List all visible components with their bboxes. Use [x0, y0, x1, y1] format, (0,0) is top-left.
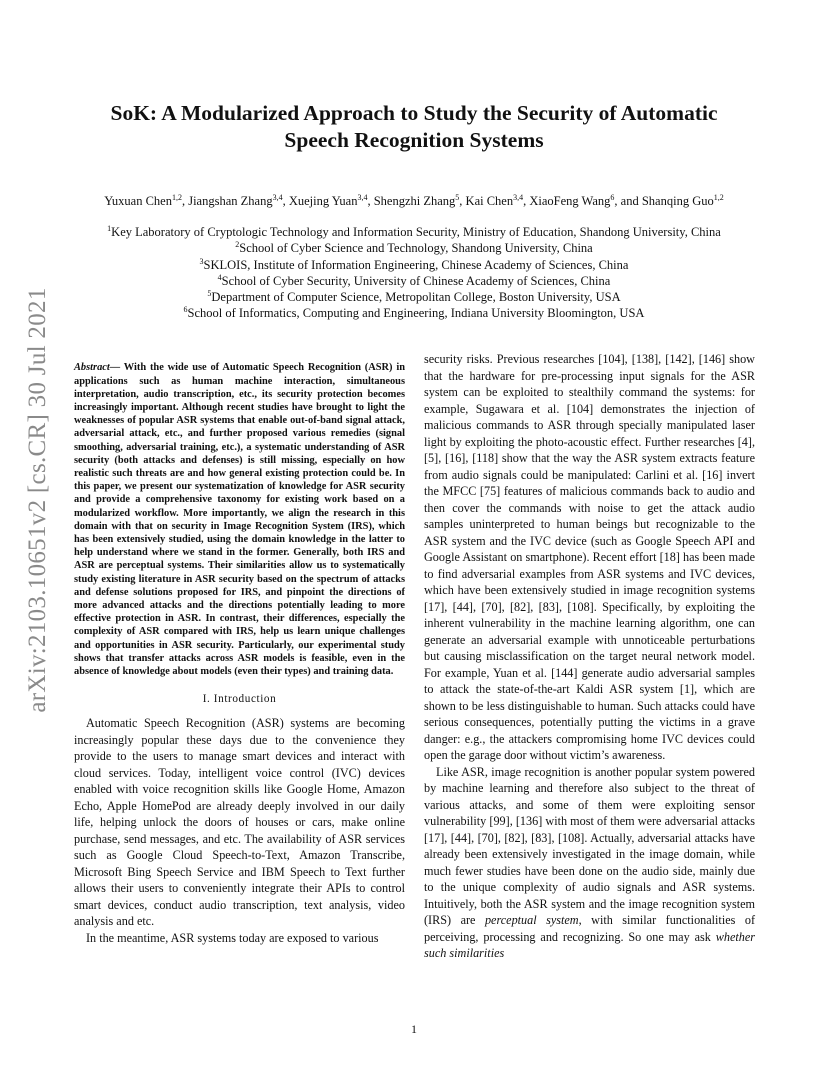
page-number: 1 — [411, 1022, 417, 1036]
intro-paragraph-2: In the meantime, ASR systems today are exposed to various — [86, 930, 379, 945]
arxiv-identifier — [18, 287, 58, 713]
arxiv-identifier-text: arXiv:2103.10651v2 [cs.CR] 30 Jul 2021 — [24, 287, 51, 713]
abstract — [74, 361, 405, 678]
abstract-body: With the wide use of Automatic Speech Recognition (ASR) in applications such as human machine interaction, simultaneous interpretation, audio transcription, etc., its security protection becomes increasingly important. Although recent studies have brought to light the weaknesses of popular ASR systems that enable out-of-band signal attack, adversarial attack, etc., and further proposed various remedies (signal smoothing, adversarial training, etc.), a systematic understanding of ASR security (both attacks and defenses) is still missing, especially on how realistic such threats are and how general existing protection could be. In this paper, we present our systematization of knowledge for ASR security and provide a comprehensive taxonomy for existing work based on a modularized workflow. More importantly, we align the research in this domain with that on security in Image Recognition System (IRS), which has been extensively studied, using the domain knowledge in the latter to help understand where we stand in the former. Generally, both IRS and ASR are perceptual systems. Their similarities allow us to systematically study existing literature in ASR security based on the spectrum of attacks and defense solutions proposed for IRS, and pinpoint the directions of more advanced attacks and the directions potentially leading to more effective protection in ASR. In contrast, their differences, especially the complexity of ASR compared with IRS, help us learn unique challenges and opportunities in ASR security. Particularly, our experimental study shows that transfer attacks across ASR models is feasible, even in the absence of knowledge about models (even their types) and training data. — [74, 362, 405, 678]
emphasis-perceptual-system: perceptual system — [484, 913, 579, 927]
intro-paragraph-1: Automatic Speech Recognition (ASR) systems are becoming increasingly popular these days due to the convenience they provide to the users to manage smart devices and interact with cloud services. Today, intelligent voice control (IVC) devices enabled with voice recognition skills like Google Home, Amazon Echo, Apple HomePod are already deeply involved in our daily life, helping unlock the doors of houses or cars, make online purchase, send messages, and etc. The availability of ASR services such as Google Cloud Speech-to-Text, Amazon Transcribe, Microsoft Bing Speech Service and IBM Speech to Text further allows their users to conveniently integrate their APIs to control smart devices, conduct audio transcription, text analysis, video analysis and etc. — [74, 716, 405, 929]
intro-paragraph-3: security risks. Previous researches [104], [138], [142], [146] show that the hardware for pre-processing input signals for the ASR system can be exploited to stealthily command the systems: for example, Sugawara et al. [104] demonstrates the injection of malicious commands to ASR through specially manipulated laser light by exploiting the photo-acoustic effect. Further researches [4], [5], [16], [118] show that the way the ASR system extracts feature from audio signals could be manipulated: Carlini et al. [16] invert the MFCC [75] features of malicious commands back to audio and then cover the commands with noise to get the attack audio samples uninterpreted to human beings but recognizable to the ASR system and the IVC device (such as Google Speech API and Google Assistant on smartphone). Recent effort [18] has been made to find adversarial examples from ASR systems and IVC devices, which have been extensively studied in image recognition systems [17], [44], [70], [82], [83], [108]. Specifically, by exploiting the inherent vulnerability in the machine learning algorithm, one can generate an adversarial example with unnoticeable perturbations but causing misclassification on the target neural network model. For example, Yuan et al. [144] generate audio adversarial samples to attack the state-of-the-art Kaldi ASR system [1], which are shown to be less distinguishable to human. Such attacks could have serious consequences, potentially putting the victims in a grave danger: e.g., the attackers compromising home IVC devices could open the garage door without victim’s awareness. — [424, 352, 755, 762]
affiliation: $^6$School of Informatics, Computing and Engineering, Indiana University Bloomington, USA — [183, 305, 645, 321]
author: Xuejing Yuan$^{3,4}$, — [288, 192, 374, 208]
intro-paragraph-4: Like ASR, image recognition is another popular system powered by machine learning and therefore also subject to the threat of various attacks, and some of them were exploiting sensor vulnerability [99], [136] with most of them were adversarial attacks [17], [44], [70], [82], [83], [108]. Actually, adversarial attacks have already been extensively investigated in the image domain, while much fewer studies have been done on the audio side, mainly due to the unique complexity of audio signals and ASR systems. Intuitively, both the ASR system and the image recognition system (IRS) are perceptual system, with similar functionalities of perceiving, processing and recognizing. So one may ask whether such similarities — [424, 764, 756, 960]
author-list — [50, 193, 778, 209]
author: Jiangshan Zhang$^{3,4}$, — [188, 192, 289, 208]
affiliation: $^2$School of Cyber Science and Technology, Shandong University, China — [235, 240, 593, 256]
paper-title — [70, 100, 758, 154]
left-column — [74, 351, 405, 946]
right-column — [424, 351, 755, 962]
title-line-2: Speech Recognition Systems — [284, 128, 544, 152]
author: Kai Chen$^{3,4}$, — [465, 192, 530, 208]
section-heading-introduction: I. Introduction — [202, 693, 277, 706]
emphasis-similarities: whether such similarities — [424, 929, 755, 960]
author: Yuxuan Chen$^{1,2}$, — [104, 192, 189, 208]
affiliation: $^5$Department of Computer Science, Metropolitan College, Boston University, USA — [207, 289, 621, 305]
abstract-label: Abstract— — [74, 362, 121, 374]
author: Shengzhi Zhang$^5$, — [373, 192, 466, 208]
affiliation: $^4$School of Cyber Security, University of Chinese Academy of Sciences, China — [217, 272, 611, 288]
affiliation: $^1$Key Laboratory of Cryptologic Technology and Information Security, Ministry of Education, Shandong University, China — [107, 223, 721, 239]
title-line-1: SoK: A Modularized Approach to Study the Security of Automatic — [110, 101, 718, 125]
author: Shanqing Guo$^{1,2}$ — [641, 192, 724, 208]
author: XiaoFeng Wang$^6$, and — [529, 192, 642, 208]
affiliation-list — [50, 224, 778, 322]
affiliation: $^3$SKLOIS, Institute of Information Engineering, Chinese Academy of Sciences, China — [199, 256, 629, 272]
